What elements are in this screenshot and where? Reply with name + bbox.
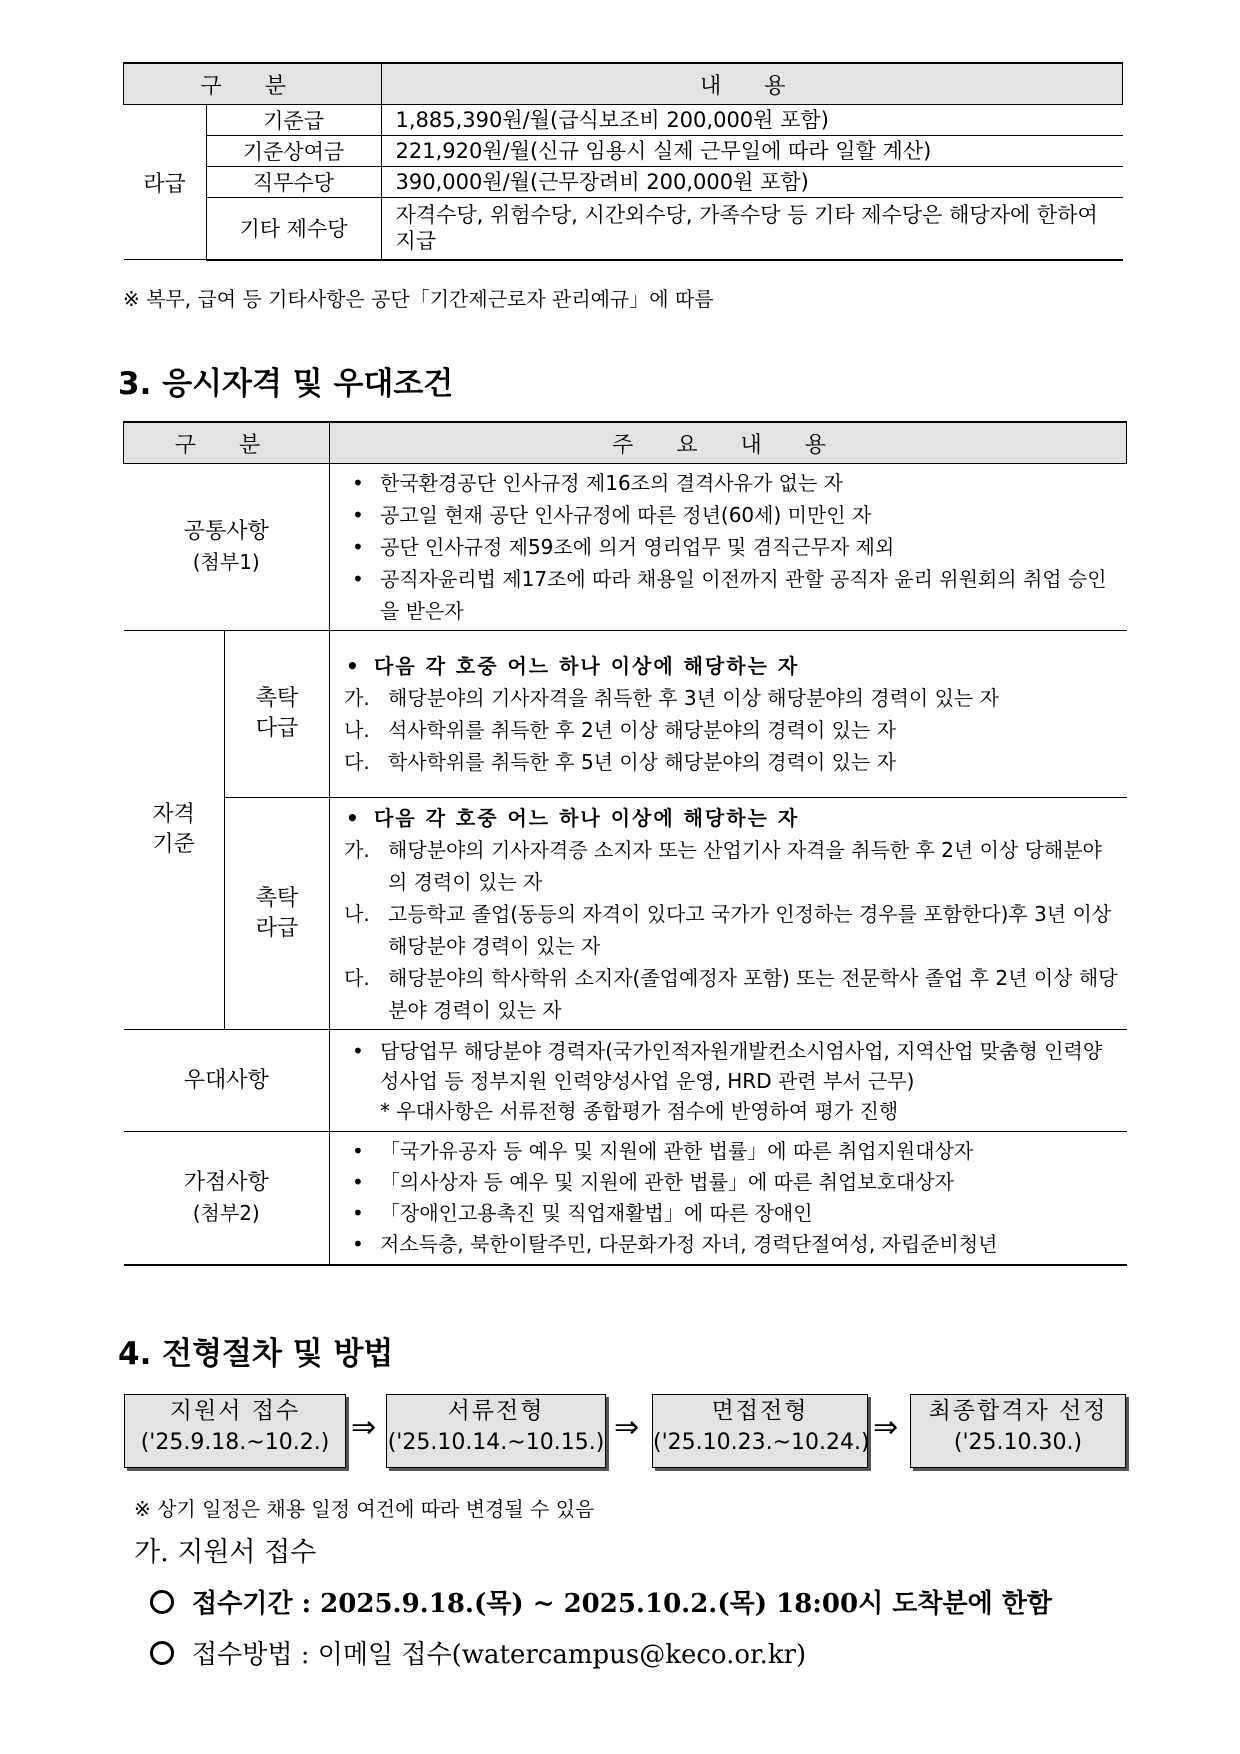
pay-row-label: 기타 제수당: [206, 198, 381, 260]
step-document-screening: [386, 1394, 606, 1468]
bonus-sublabel: (첨부2): [192, 1200, 260, 1225]
grade-ra-label-cell: [224, 798, 329, 1030]
pay-note: ※ 복무, 급여 등 기타사항은 공단「기간제근로자 관리예규」에 따름: [123, 287, 714, 311]
period-line: [150, 1583, 1052, 1620]
common-bullet: • 공직자윤리법 제17조에 따라 채용일 이전까지 관할 공직자 윤리 위원회의 취업 승인을 받은자: [350, 563, 1119, 627]
qual-label-line2: 기준: [152, 832, 195, 857]
item-mark: 나.: [344, 718, 370, 742]
method-text: 접수방법 : 이메일 접수(watercampus@keco.or.kr): [192, 1640, 807, 1670]
grade-da-content: [330, 631, 1127, 798]
qual-label-cell: [124, 631, 225, 1030]
grade-da-item: [344, 682, 1119, 714]
section-3-title: 3. 응시자격 및 우대조건: [118, 366, 454, 402]
pay-row-content: 221,920원/월(신규 임용시 실제 근무일에 따라 일할 계산): [381, 136, 1123, 167]
bonus-label: 가점사항: [183, 1169, 269, 1195]
pay-row-label: 기준상여금: [206, 136, 381, 167]
grade-da-label-line1: 촉탁: [255, 686, 299, 711]
item-text: 해당분야의 기사자격을 취득한 후 3년 이상 해당분야의 경력이 있는 자: [388, 686, 999, 710]
common-bullet: • 공단 인사규정 제59조에 의거 영리업무 및 겸직근무자 제외: [350, 531, 1119, 563]
step-title: 서류전형: [447, 1398, 545, 1424]
bonus-content: [330, 1132, 1127, 1265]
item-mark: 나.: [344, 901, 370, 926]
grade-da-label-cell: [224, 631, 329, 798]
step-date: ('25.10.30.): [953, 1430, 1083, 1455]
schedule-note: ※ 상기 일정은 채용 일정 여건에 따라 변경될 수 있음: [134, 1497, 595, 1521]
step-date: ('25.9.18.~10.2.): [140, 1430, 330, 1455]
item-mark: 가.: [344, 837, 370, 862]
item-mark: 다.: [344, 965, 370, 990]
step-title: 지원서 접수: [169, 1398, 301, 1424]
common-bullet: • 한국환경공단 인사규정 제16조의 결격사유가 없는 자: [350, 467, 1119, 499]
grade-ra-content: [330, 798, 1127, 1030]
qualification-table: [123, 421, 1127, 1266]
item-text: 석사학위를 취득한 후 2년 이상 해당분야의 경력이 있는 자: [388, 718, 896, 742]
item-mark: 다.: [344, 750, 370, 774]
grade-da-label-line2: 다급: [255, 716, 299, 741]
grade-ra-head: • 다음 각 호중 어느 하나 이상에 해당하는 자: [344, 802, 1119, 834]
pay-row-content: 1,885,390원/월(급식보조비 200,000원 포함): [381, 105, 1123, 136]
pay-group-label: 라급: [124, 105, 207, 260]
qual-header-category: 구 분: [124, 422, 330, 464]
item-text: 해당분야의 기사자격증 소지자 또는 산업기사 자격을 취득한 후 2년 이상 당해분야의 경력이 있는 자: [388, 837, 1102, 894]
circle-bullet-icon: [150, 1641, 174, 1665]
step-final-selection: [910, 1394, 1126, 1468]
step-date: ('25.10.23.~10.24.): [653, 1430, 870, 1455]
pref-label: 우대사항: [183, 1067, 269, 1093]
common-label-cell: [124, 464, 330, 631]
item-text: 해당분야의 학사학위 소지자(졸업예정자 포함) 또는 전문학사 졸업 후 2년 이상 해당분야 경력이 있는 자: [388, 965, 1118, 1022]
pref-bullet: • 담당업무 해당분야 경력자(국가인적자원개발컨소시엄사업, 지역산업 맞춤형 인력양성사업 등 정부지원 인력양성사업 운영, HRD 관련 부서 근무): [350, 1036, 1119, 1096]
pay-row-label: 기준급: [206, 105, 381, 136]
pay-row-content: 390,000원/월(근무장려비 200,000원 포함): [381, 167, 1123, 198]
pay-header-category: 구 분: [124, 63, 382, 105]
common-sublabel: (첨부1): [192, 550, 260, 574]
subsection-title: 가. 지원서 접수: [134, 1537, 317, 1568]
arrow-icon: ⇒: [351, 1410, 377, 1445]
pref-note: * 우대사항은 서류전형 종합평가 점수에 반영하여 평가 진행: [380, 1098, 899, 1123]
grade-ra-item: [344, 898, 1119, 962]
step-title: 면접전형: [711, 1398, 809, 1424]
grade-da-head: • 다음 각 호중 어느 하나 이상에 해당하는 자: [344, 650, 1119, 682]
pay-header-content: 내 용: [381, 63, 1123, 105]
method-line: [150, 1634, 806, 1671]
grade-da-item: [344, 714, 1119, 746]
period-text: 접수기간 : 2025.9.18.(목) ~ 2025.10.2.(목) 18:00시 도착분에 한함: [192, 1589, 1053, 1619]
arrow-icon: ⇒: [614, 1410, 640, 1445]
step-interview: [652, 1394, 868, 1468]
pay-table: [123, 62, 1123, 261]
item-text: 학사학위를 취득한 후 5년 이상 해당분야의 경력이 있는 자: [388, 750, 896, 774]
qual-label-line1: 자격: [152, 802, 195, 827]
bonus-bullet: • 「국가유공자 등 예우 및 지원에 관한 법률」에 따른 취업지원대상자: [350, 1136, 1119, 1167]
step-application: [124, 1394, 346, 1468]
grade-ra-label-line2: 라급: [255, 915, 299, 941]
common-content: [330, 464, 1127, 631]
grade-ra-item: [344, 962, 1119, 1026]
common-bullet: • 공고일 현재 공단 인사규정에 따른 정년(60세) 미만인 자: [350, 499, 1119, 531]
grade-ra-item: [344, 834, 1119, 898]
pay-row-content: 자격수당, 위험수당, 시간외수당, 가족수당 등 기타 제수당은 해당자에 한하여 지급: [381, 198, 1123, 260]
grade-ra-label-line1: 촉탁: [255, 885, 299, 911]
common-label: 공통사항: [183, 519, 269, 544]
grade-da-item: [344, 746, 1119, 778]
pref-content: [330, 1030, 1127, 1132]
pref-label-cell: [124, 1030, 330, 1132]
step-date: ('25.10.14.~10.15.): [387, 1430, 605, 1455]
arrow-icon: ⇒: [873, 1410, 899, 1445]
bonus-bullet: • 「의사상자 등 예우 및 지원에 관한 법률」에 따른 취업보호대상자: [350, 1167, 1119, 1198]
section-4-title: 4. 전형절차 및 방법: [118, 1336, 394, 1372]
circle-bullet-icon: [150, 1590, 174, 1614]
step-title: 최종합격자 선정: [928, 1398, 1108, 1424]
item-mark: 가.: [344, 686, 370, 710]
item-text: 고등학교 졸업(동등의 자격이 있다고 국가가 인정하는 경우를 포함한다)후 3년 이상 해당분야 경력이 있는 자: [388, 901, 1112, 958]
bonus-bullet: • 「장애인고용촉진 및 직업재활법」에 따른 장애인: [350, 1198, 1119, 1229]
bonus-bullet: • 저소득층, 북한이탈주민, 다문화가정 자녀, 경력단절여성, 자립준비청년: [350, 1229, 1119, 1260]
qual-header-content: 주 요 내 용: [330, 422, 1127, 464]
bonus-label-cell: [124, 1132, 330, 1265]
pay-row-label: 직무수당: [206, 167, 381, 198]
